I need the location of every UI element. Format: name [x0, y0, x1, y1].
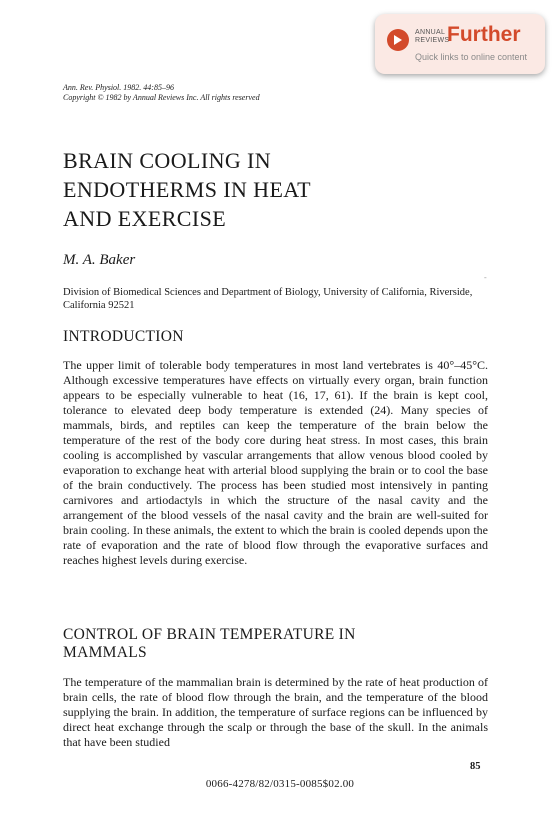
page-number: 85	[470, 761, 481, 772]
quick-links-tagline: Quick links to online content	[415, 52, 528, 62]
annual-reviews-wordmark	[415, 29, 449, 45]
reviews-label: REVIEWS	[415, 37, 450, 44]
title-line: ENDOTHERMS IN HEAT	[63, 177, 311, 202]
section-heading-introduction: INTRODUCTION	[63, 328, 184, 345]
stray-mark: -	[484, 273, 487, 282]
title-line: AND EXERCISE	[63, 206, 227, 231]
article-title	[63, 146, 311, 233]
journal-citation	[63, 83, 260, 103]
further-label: Further	[447, 23, 521, 46]
copyright-line: Copyright © 1982 by Annual Reviews Inc. All rights reserved	[63, 93, 260, 102]
annual-label: ANNUAL	[415, 29, 446, 36]
section-body-introduction: The upper limit of tolerable body temperatures in most land vertebrates is 40°–45°C. Although excessive temperatures have effects on virtually every organ, brain function appears to be especially vulnerable to heat (16, 17, 61). If the brain is kept cool, tolerance to elevated deep body temperature is extended (24). Many species of mammals, birds, and reptiles can keep the temperature of the brain below the temperature of the rest of the body core during heat stress. In most cases, this brain cooling is accomplished by vascular arrangements that allow venous blood cooled by evaporation to exchange heat with arterial blood supplying the brain or to cool the base of the brain conductively. The process has been studied most intensively in panting carnivores and artiodactyls in which the structure of the nasal cavity and the arrangement of the blood vessels of the nasal cavity and the brain are well-suited for brain cooling. In these animals, the extent to which the brain is cooled depends upon the rate of evaporation and the rate of blood flow through the evaporative surfaces and reaches highest levels during exercise.	[63, 358, 488, 567]
section-body-control: The temperature of the mammalian brain is determined by the rate of heat production of brain cells, the rate of blood flow through the brain, and the temperature of the blood supplying the brain. In addition, the temperature of surface regions can be influenced by direct heat exchange through the scalp or through the base of the skull. In the animals that have been studied	[63, 675, 488, 749]
author-name: M. A. Baker	[63, 252, 136, 268]
annual-reviews-logo-icon	[387, 29, 409, 51]
title-line: BRAIN COOLING IN	[63, 148, 272, 173]
further-banner[interactable]	[375, 14, 545, 74]
author-affiliation: Division of Biomedical Sciences and Department of Biology, University of California, Riverside, California 92521	[63, 287, 473, 311]
citation-line: Ann. Rev. Physiol. 1982. 44:85–96	[63, 83, 174, 92]
section-heading-control: CONTROL OF BRAIN TEMPERATURE IN MAMMALS	[63, 626, 356, 661]
footer-code: 0066-4278/82/0315-0085$02.00	[205, 778, 355, 790]
